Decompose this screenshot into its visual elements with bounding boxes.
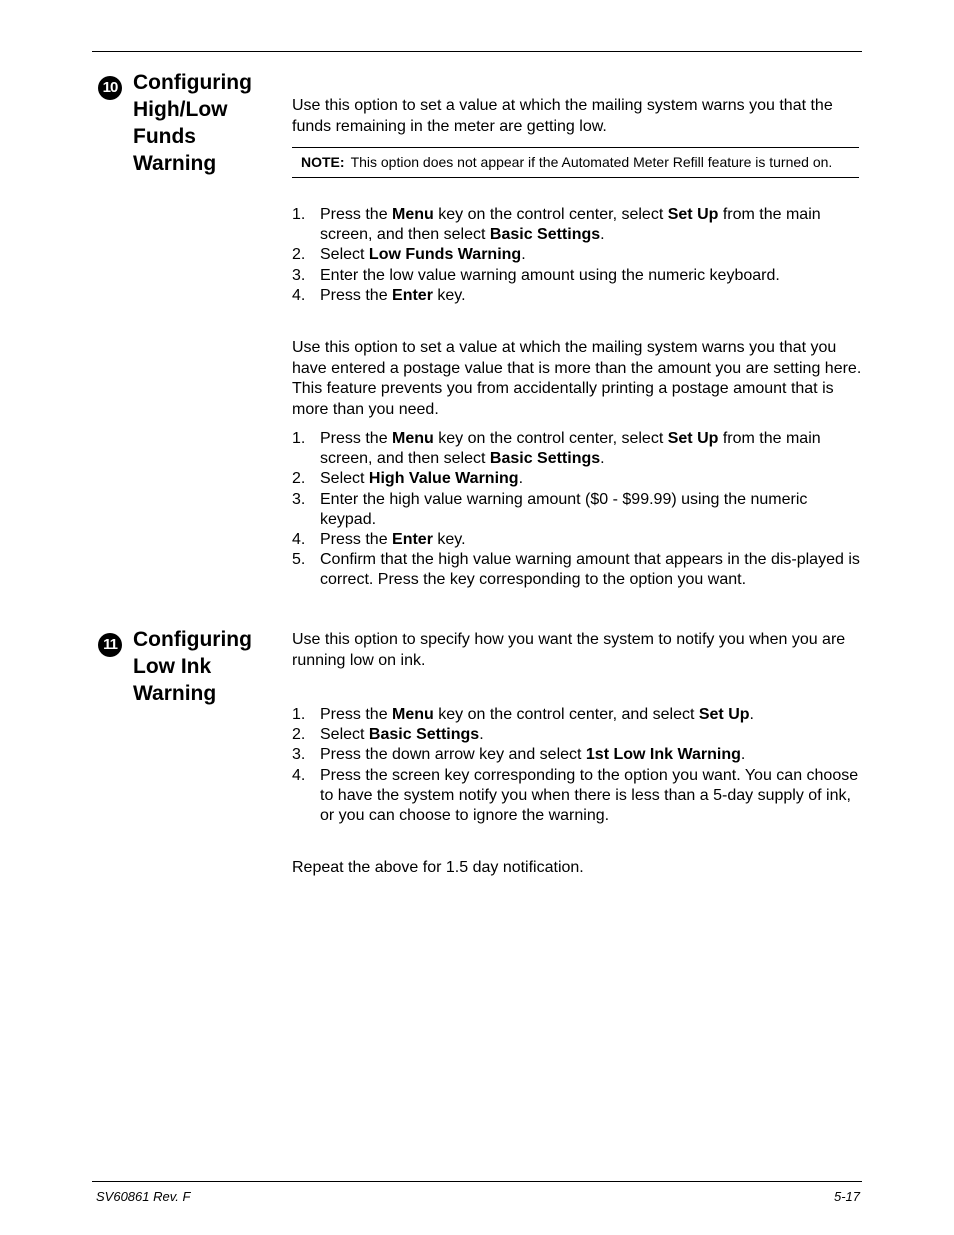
step-text: from the main screen, and then select (320, 430, 821, 468)
ui-term: Basic Settings (489, 450, 601, 468)
list-item (292, 550, 862, 590)
step-number: 3. (292, 266, 306, 284)
note-box (292, 147, 859, 178)
ui-term: Set Up (667, 430, 719, 447)
step-text: key. (432, 286, 466, 304)
step-text: Press the (320, 430, 393, 447)
step-text: . (518, 470, 524, 488)
step-number: 5. (292, 551, 306, 569)
step-text: Press the (320, 706, 393, 723)
ui-term: Set Up (667, 206, 719, 223)
ui-term: Enter (392, 531, 433, 549)
section-heading-funds-warning: Configuring High/Low Funds Warning (133, 71, 252, 175)
step-number: 4. (292, 531, 306, 549)
step-text: key on the control center, select (433, 206, 668, 223)
list-item (292, 705, 862, 725)
low-funds-steps (292, 205, 862, 306)
ui-term: Enter (392, 286, 433, 304)
low-ink-steps (292, 705, 862, 826)
repeat-note: Repeat the above for 1.5 day notification. (292, 859, 584, 876)
footer-rule (92, 1181, 862, 1182)
step-text: Press the down arrow key and select (320, 746, 586, 764)
step-text: key on the control center, select (433, 430, 668, 447)
step-number: 2. (292, 246, 306, 264)
list-item (292, 530, 862, 550)
step-number: 2. (292, 470, 306, 488)
step-text: . (740, 746, 746, 764)
note-label: NOTE: (301, 154, 345, 170)
list-item (292, 745, 862, 765)
step-number: 3. (292, 746, 306, 764)
list-item (292, 245, 862, 265)
step-number: 2. (292, 726, 306, 744)
step-text: Enter the high value warning amount ($0 - $99.99) using the numeric keypad. (320, 490, 808, 528)
list-item (292, 766, 862, 827)
footer-page-number: 5-17 (833, 1189, 860, 1204)
ui-term: Menu (392, 430, 434, 447)
step-number: 4. (292, 766, 306, 784)
funds-warning-intro: Use this option to set a value at which the mailing system warns you that the funds remaining in the meter are getting low. (292, 97, 833, 135)
list-item (292, 725, 862, 745)
step-text: Enter the low value warning amount using the numeric keyboard. (320, 266, 780, 284)
step-text: Select (320, 726, 369, 744)
step-text: Press the screen key corresponding to the option you want. You can choose to have the system notify you when there is less than a 5-day supply of ink, or you can choose to ignore the warning. (320, 766, 859, 825)
step-number: 3. (292, 490, 306, 508)
step-text: Press the (320, 206, 393, 223)
ui-term: Menu (392, 706, 434, 723)
step-text: key on the control center, and select (433, 706, 699, 723)
section-heading-low-ink: Configuring Low Ink Warning (133, 628, 252, 705)
step-text: . (521, 246, 526, 264)
list-item (292, 490, 862, 530)
ui-term: 1st Low Ink Warning (585, 746, 741, 764)
ui-term: Set Up (698, 706, 750, 723)
step-text: Press the (320, 531, 393, 549)
high-value-intro: Use this option to set a value at which the mailing system warns you that you have entered a postage value that is more than the amount you are setting here. This feature prevents you from accidentally printing a postage amount that is more than you need. (292, 339, 862, 418)
step-text: Select (320, 470, 369, 488)
step-text: . (600, 226, 605, 244)
ui-term: Menu (392, 206, 434, 223)
step-text: . (749, 706, 754, 723)
step-number: 1. (292, 430, 306, 447)
step-text: . (600, 450, 605, 468)
ui-term: Low Funds Warning (368, 246, 522, 264)
step-text: from the main screen, and then select (320, 206, 821, 244)
ui-term: Basic Settings (368, 726, 480, 744)
step-text: Confirm that the high value warning amount that appears in the dis-played is correct. Press the key corresponding to the option you want. (320, 551, 860, 589)
step-text: Select (320, 246, 369, 264)
list-item (292, 429, 862, 469)
section-number-badge-11: 11 (98, 633, 122, 657)
ui-term: High Value Warning (368, 470, 519, 488)
step-number: 4. (292, 286, 306, 304)
step-number: 1. (292, 706, 306, 723)
list-item (292, 286, 862, 306)
ui-term: Basic Settings (489, 226, 601, 244)
list-item (292, 266, 862, 286)
list-item (292, 205, 862, 245)
high-value-steps (292, 429, 862, 591)
section-number-badge-10: 10 (98, 76, 122, 100)
footer-doc-id: SV60861 Rev. F (96, 1189, 191, 1204)
step-text: key. (432, 531, 466, 549)
step-text: . (479, 726, 484, 744)
low-ink-intro: Use this option to specify how you want the system to notify you when you are running low on ink. (292, 631, 846, 669)
step-text: Press the (320, 286, 393, 304)
note-text: This option does not appear if the Automated Meter Refill feature is turned on. (350, 154, 833, 170)
header-rule (92, 51, 862, 52)
step-number: 1. (292, 206, 306, 223)
list-item (292, 469, 862, 489)
